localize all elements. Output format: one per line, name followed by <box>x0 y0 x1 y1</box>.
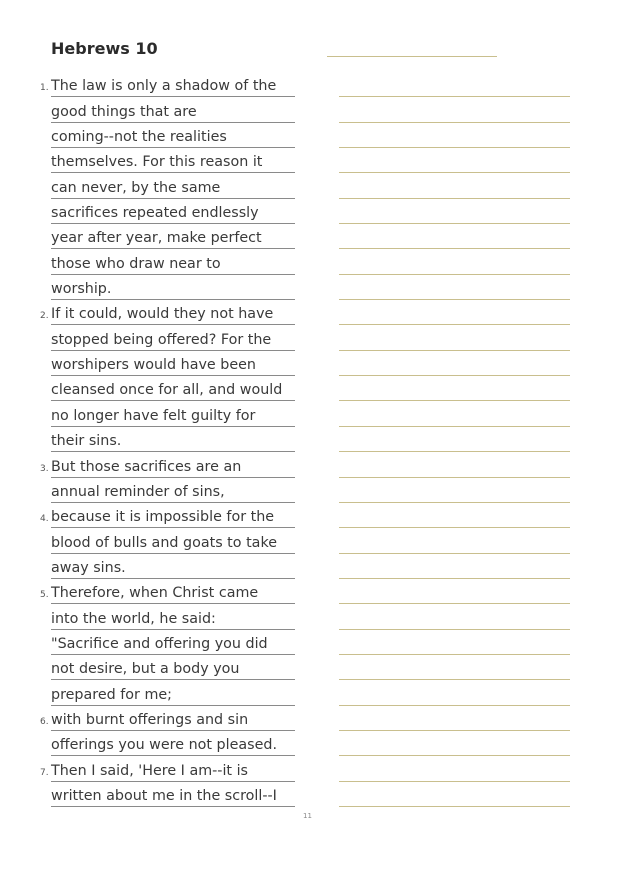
verse-line <box>0 173 300 198</box>
verse-text: year after year, make perfect <box>51 230 262 247</box>
verse-text: prepared for me; <box>51 686 172 703</box>
verse-number: 6. <box>40 716 49 727</box>
verse-line <box>0 503 300 528</box>
page-title: Hebrews 10 <box>51 39 158 58</box>
practice-line <box>339 706 570 731</box>
verse-line <box>0 249 300 274</box>
verse-number: 5. <box>40 590 49 601</box>
practice-line <box>339 655 570 680</box>
verse-text: good things that are <box>51 103 197 120</box>
verse-line <box>0 275 300 300</box>
verse-line <box>0 224 300 249</box>
verse-number: 7. <box>40 767 49 778</box>
practice-line <box>339 351 570 376</box>
verse-line <box>0 72 300 97</box>
verse-text: coming--not the realities <box>51 129 227 146</box>
verse-line <box>0 401 300 426</box>
verse-text: into the world, he said: <box>51 610 216 627</box>
verse-text: those who draw near to <box>51 255 221 272</box>
verse-text: themselves. For this reason it <box>51 154 263 171</box>
verse-text: because it is impossible for the <box>51 509 275 526</box>
verse-text: Then I said, 'Here I am--it is <box>51 762 248 779</box>
title-writing-line <box>327 56 497 57</box>
page-number: 11 <box>303 812 312 820</box>
practice-line <box>339 731 570 756</box>
verse-line <box>0 452 300 477</box>
verse-line <box>0 478 300 503</box>
practice-line <box>339 249 570 274</box>
underline-rule <box>51 806 295 807</box>
verse-line <box>0 706 300 731</box>
practice-line <box>339 123 570 148</box>
practice-line <box>339 427 570 452</box>
verse-number: 3. <box>40 463 49 474</box>
verse-line <box>0 325 300 350</box>
practice-line <box>339 376 570 401</box>
verse-text: Therefore, when Christ came <box>51 585 259 602</box>
verse-text: offerings you were not pleased. <box>51 737 278 754</box>
practice-line <box>339 199 570 224</box>
verse-line <box>0 579 300 604</box>
verse-line <box>0 97 300 122</box>
verse-line <box>0 123 300 148</box>
practice-line <box>339 503 570 528</box>
verse-line <box>0 731 300 756</box>
practice-line <box>339 756 570 781</box>
verse-text: worshipers would have been <box>51 357 256 374</box>
verse-text: worship. <box>51 281 112 298</box>
verse-text-column <box>0 72 300 807</box>
verse-text: cleansed once for all, and would <box>51 382 283 399</box>
practice-line <box>339 579 570 604</box>
practice-line <box>339 604 570 629</box>
verse-line <box>0 554 300 579</box>
verse-text: blood of bulls and goats to take <box>51 534 278 551</box>
practice-line <box>339 300 570 325</box>
verse-line <box>0 300 300 325</box>
practice-line <box>339 97 570 122</box>
verse-text: annual reminder of sins, <box>51 483 225 500</box>
verse-number: 4. <box>40 514 49 525</box>
verse-text: away sins. <box>51 559 126 576</box>
verse-line <box>0 604 300 629</box>
verse-line <box>0 756 300 781</box>
verse-line <box>0 680 300 705</box>
practice-line <box>339 148 570 173</box>
verse-text: written about me in the scroll--I <box>51 787 277 804</box>
practice-line <box>339 275 570 300</box>
practice-line <box>339 452 570 477</box>
verse-line <box>0 528 300 553</box>
verse-line <box>0 630 300 655</box>
practice-line <box>339 72 570 97</box>
verse-text: The law is only a shadow of the <box>51 78 277 95</box>
verse-text: But those sacrifices are an <box>51 458 242 475</box>
verse-text: sacrifices repeated endlessly <box>51 205 259 222</box>
verse-line <box>0 655 300 680</box>
practice-line <box>339 325 570 350</box>
verse-text: can never, by the same <box>51 179 221 196</box>
verse-line <box>0 782 300 807</box>
practice-line <box>339 554 570 579</box>
practice-line <box>339 224 570 249</box>
verse-text: If it could, would they not have <box>51 306 274 323</box>
verse-line <box>0 199 300 224</box>
practice-line <box>339 173 570 198</box>
handwriting-practice-column <box>339 72 570 807</box>
verse-text: stopped being offered? For the <box>51 331 272 348</box>
practice-rule <box>339 806 570 807</box>
verse-text: "Sacrifice and offering you did <box>51 635 268 652</box>
verse-line <box>0 148 300 173</box>
practice-line <box>339 478 570 503</box>
verse-number: 2. <box>40 311 49 322</box>
practice-line <box>339 401 570 426</box>
practice-line <box>339 782 570 807</box>
verse-text: their sins. <box>51 433 122 450</box>
verse-line <box>0 376 300 401</box>
verse-text: no longer have felt guilty for <box>51 407 256 424</box>
practice-line <box>339 630 570 655</box>
verse-line <box>0 351 300 376</box>
verse-line <box>0 427 300 452</box>
verse-text: not desire, but a body you <box>51 661 240 678</box>
practice-line <box>339 528 570 553</box>
verse-text: with burnt offerings and sin <box>51 711 249 728</box>
verse-number: 1. <box>40 83 49 94</box>
practice-line <box>339 680 570 705</box>
